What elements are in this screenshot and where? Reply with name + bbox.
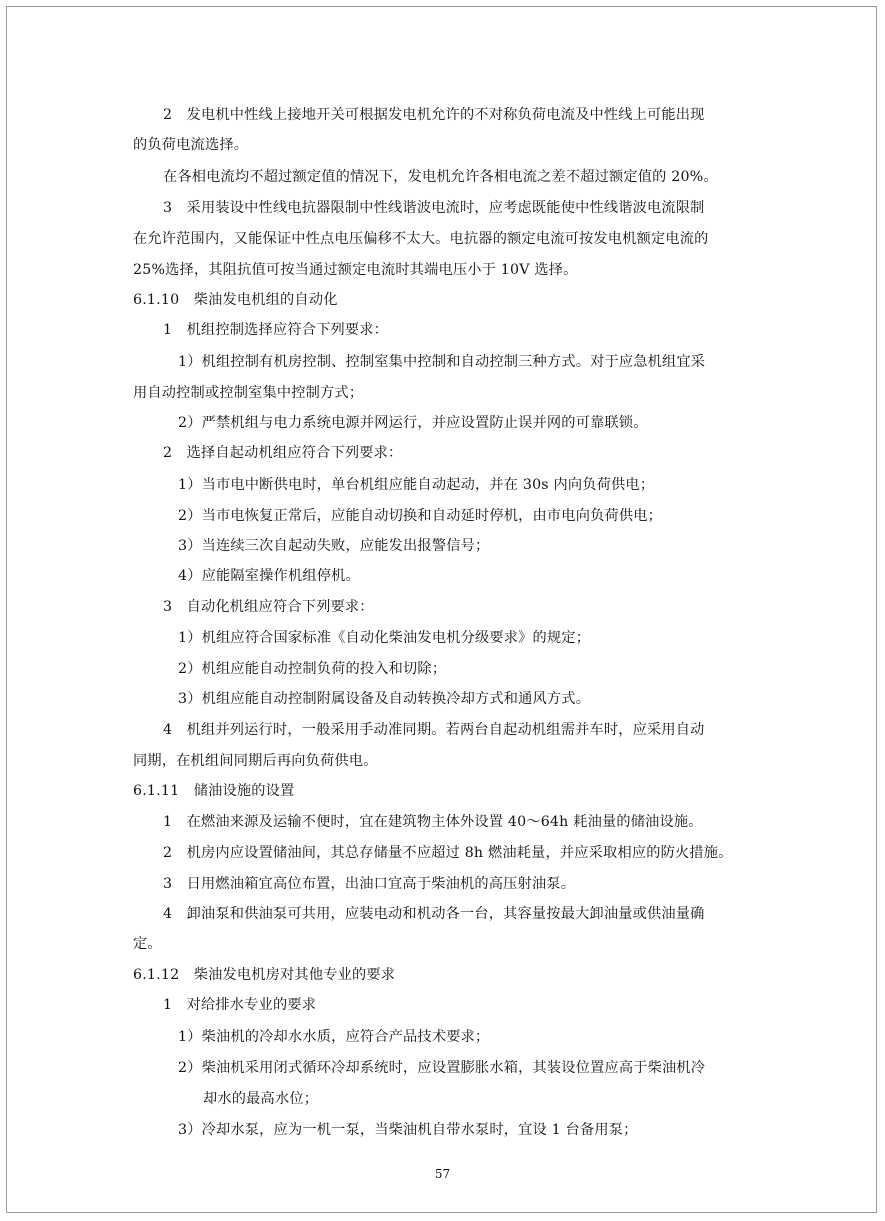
list-item: 1）机组控制有机房控制、控制室集中控制和自动控制三种方式。对于应急机组宜采 bbox=[178, 354, 706, 370]
section-heading: 6.1.10 柴油发电机组的自动化 bbox=[133, 292, 338, 308]
list-item: 1）柴油机的冷却水水质，应符合产品技术要求； bbox=[178, 1029, 490, 1045]
list-item: 1）机组应符合国家标准《自动化柴油发电机分级要求》的规定； bbox=[178, 630, 591, 646]
paragraph-line: 4 机组并列运行时，一般采用手动准同期。若两台自起动机组需并车时，应采用自动 bbox=[163, 722, 705, 738]
paragraph-line: 2 发电机中性线上接地开关可根据发电机允许的不对称负荷电流及中性线上可能出现 bbox=[163, 107, 705, 123]
list-item: 2）严禁机组与电力系统电源并网运行，并应设置防止误并网的可靠联锁。 bbox=[178, 415, 648, 431]
paragraph-line: 在允许范围内，又能保证中性点电压偏移不太大。电抗器的额定电流可按发电机额定电流的 bbox=[133, 231, 709, 247]
paragraph-line: 却水的最高水位； bbox=[203, 1091, 319, 1107]
paragraph-line: 3 自动化机组应符合下列要求： bbox=[163, 599, 374, 615]
list-item: 1）当市电中断供电时，单台机组应能自动起动，并在 30s 内向负荷供电； bbox=[178, 477, 655, 493]
list-item: 2）当市电恢复正常后，应能自动切换和自动延时停机，由市电向负荷供电； bbox=[178, 508, 663, 524]
paragraph-line: 25%选择，其阻抗值可按当通过额定电流时其端电压小于 10V 选择。 bbox=[133, 262, 578, 278]
list-item: 3）冷却水泵，应为一机一泵，当柴油机自带水泵时，宜设 1 台备用泵； bbox=[178, 1122, 638, 1138]
paragraph-line: 用自动控制或控制室集中控制方式； bbox=[133, 385, 364, 401]
paragraph-line: 2 机房内应设置储油间，其总存储量不应超过 8h 燃油耗量，并应采取相应的防火措施。 bbox=[163, 845, 733, 861]
list-item: 2）柴油机采用闭式循环冷却系统时，应设置膨胀水箱，其装设位置应高于柴油机冷 bbox=[178, 1060, 706, 1076]
list-item: 3）机组应能自动控制附属设备及自动转换冷却方式和通风方式。 bbox=[178, 691, 591, 707]
paragraph-line: 定。 bbox=[133, 936, 162, 952]
paragraph-line: 的负荷电流选择。 bbox=[133, 137, 249, 153]
paragraph-line: 3 日用燃油箱宜高位布置，出油口宜高于柴油机的高压射油泵。 bbox=[163, 876, 576, 892]
paragraph-line: 在各相电流均不超过额定值的情况下，发电机允许各相电流之差不超过额定值的 20%。 bbox=[163, 169, 718, 185]
paragraph-line: 1 对给排水专业的要求 bbox=[163, 997, 317, 1013]
paragraph-line: 3 采用装设中性线电抗器限制中性线谐波电流时，应考虑既能使中性线谐波电流限制 bbox=[163, 200, 705, 216]
paragraph-line: 同期，在机组间同期后再向负荷供电。 bbox=[133, 753, 378, 769]
list-item: 3）当连续三次自起动失败，应能发出报警信号； bbox=[178, 538, 490, 554]
paragraph-line: 2 选择自起动机组应符合下列要求： bbox=[163, 445, 403, 461]
section-heading: 6.1.11 储油设施的设置 bbox=[133, 783, 295, 799]
list-item: 2）机组应能自动控制负荷的投入和切除； bbox=[178, 661, 447, 677]
list-item: 4）应能隔室操作机组停机。 bbox=[178, 568, 360, 584]
page-number: 57 bbox=[434, 1167, 451, 1181]
paragraph-line: 1 机组控制选择应符合下列要求： bbox=[163, 322, 389, 338]
section-heading: 6.1.12 柴油发电机房对其他专业的要求 bbox=[133, 967, 396, 983]
paragraph-line: 1 在燃油来源及运输不便时，宜在建筑物主体外设置 40～64h 耗油量的储油设施。 bbox=[163, 814, 703, 830]
paragraph-line: 4 卸油泵和供油泵可共用，应装电动和机动各一台，其容量按最大卸油量或供油量确 bbox=[163, 906, 705, 922]
